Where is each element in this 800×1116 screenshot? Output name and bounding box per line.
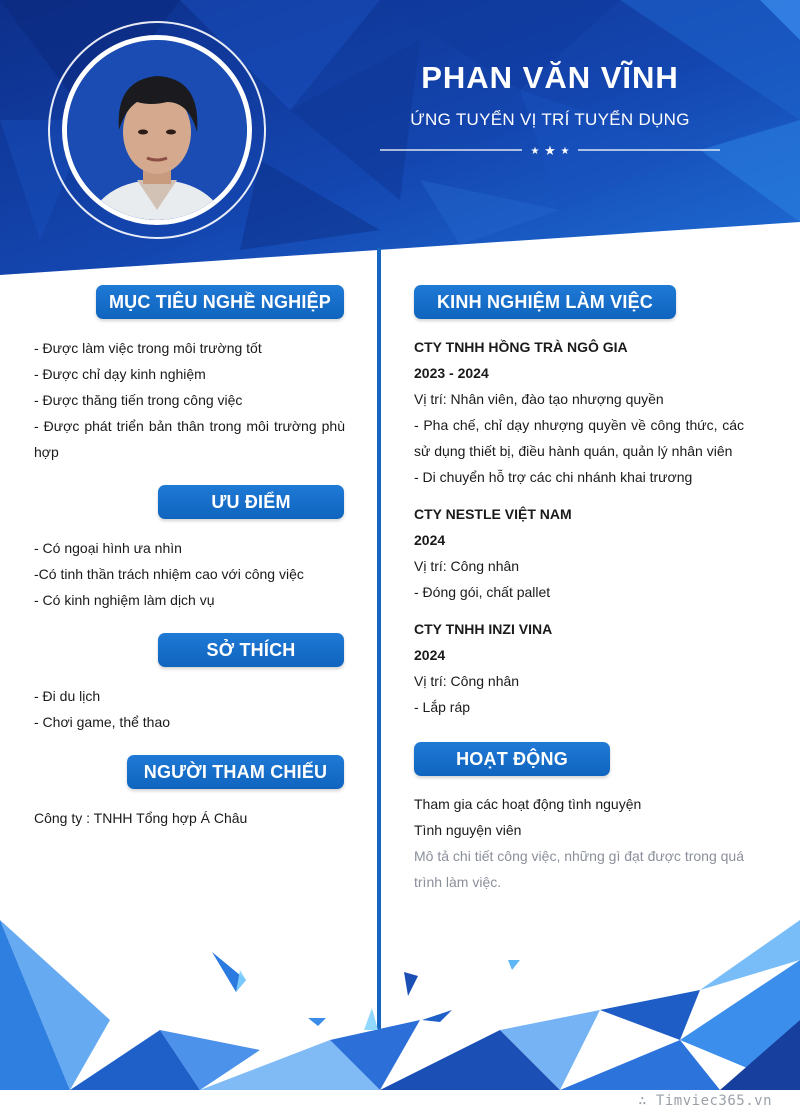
candidate-name: PHAN VĂN VĨNH bbox=[421, 60, 679, 95]
svg-text:★: ★ bbox=[544, 144, 556, 158]
job-detail: - Pha chế, chỉ dạy nhượng quyền về công thức, các sử dụng thiết bị, điều hành quán, quản lý nhân viên bbox=[414, 417, 744, 459]
job-entry bbox=[414, 334, 744, 490]
objective-item: - Được chỉ dạy kinh nghiệm bbox=[34, 366, 206, 382]
strength-item: -Có tinh thần trách nhiệm cao với công việc bbox=[34, 566, 304, 582]
strength-item: - Có kinh nghiệm làm dịch vụ bbox=[34, 592, 215, 608]
job-period: 2023 - 2024 bbox=[414, 365, 489, 381]
star-divider bbox=[380, 142, 720, 158]
job-entry bbox=[414, 616, 744, 720]
strengths-list bbox=[34, 535, 345, 613]
job-period: 2024 bbox=[414, 532, 446, 548]
footer-background bbox=[0, 900, 800, 1116]
svg-text:★: ★ bbox=[530, 146, 540, 157]
activity-line: Tình nguyện viên bbox=[414, 822, 522, 838]
watermark: ∴ Timviec365.vn bbox=[638, 1093, 772, 1109]
activities-content bbox=[414, 791, 744, 895]
job-role: Vị trí: Nhân viên, đào tạo nhượng quyền bbox=[414, 391, 664, 407]
profile-photo bbox=[62, 35, 252, 225]
job-role: Vị trí: Công nhân bbox=[414, 558, 520, 574]
hobby-item: - Chơi game, thể thao bbox=[34, 714, 171, 730]
objective-item: - Được phát triển bản thân trong môi trường phù hợp bbox=[34, 418, 345, 460]
avatar-portrait bbox=[67, 40, 247, 220]
activity-description: Mô tả chi tiết công việc, những gì đạt được trong quá trình làm việc. bbox=[414, 848, 744, 890]
hobby-item: - Đi du lịch bbox=[34, 688, 101, 704]
job-detail: - Di chuyển hỗ trợ các chi nhánh khai trương bbox=[414, 469, 693, 485]
activities-heading: HOẠT ĐỘNG bbox=[414, 742, 610, 776]
reference-text: Công ty : TNHH Tổng hợp Á Châu bbox=[34, 810, 248, 826]
applied-position: ỨNG TUYỂN VỊ TRÍ TUYỂN DỤNG bbox=[410, 110, 690, 129]
job-company: CTY TNHH INZI VINA bbox=[414, 621, 553, 637]
experience-heading: KINH NGHIỆM LÀM VIỆC bbox=[414, 285, 676, 319]
job-role: Vị trí: Công nhân bbox=[414, 673, 520, 689]
strength-item: - Có ngoại hình ưa nhìn bbox=[34, 540, 182, 556]
objective-item: - Được làm việc trong môi trường tốt bbox=[34, 340, 262, 356]
objective-heading: MỤC TIÊU NGHỀ NGHIỆP bbox=[96, 285, 344, 319]
hobbies-list bbox=[34, 683, 345, 735]
hobbies-heading: SỞ THÍCH bbox=[158, 633, 344, 667]
svg-text:★: ★ bbox=[560, 146, 570, 157]
job-period: 2024 bbox=[414, 647, 446, 663]
objective-item: - Được thăng tiến trong công việc bbox=[34, 392, 243, 408]
job-company: CTY NESTLE VIỆT NAM bbox=[414, 506, 572, 522]
job-company: CTY TNHH HỒNG TRÀ NGÔ GIA bbox=[414, 339, 628, 355]
strengths-heading: ƯU ĐIỂM bbox=[158, 485, 344, 519]
job-entry bbox=[414, 501, 744, 605]
activity-line: Tham gia các hoạt động tình nguyện bbox=[414, 796, 642, 812]
job-detail: - Lắp ráp bbox=[414, 699, 471, 715]
reference-heading: NGƯỜI THAM CHIẾU bbox=[127, 755, 344, 789]
job-detail: - Đóng gói, chất pallet bbox=[414, 584, 551, 600]
objective-list bbox=[34, 335, 345, 465]
